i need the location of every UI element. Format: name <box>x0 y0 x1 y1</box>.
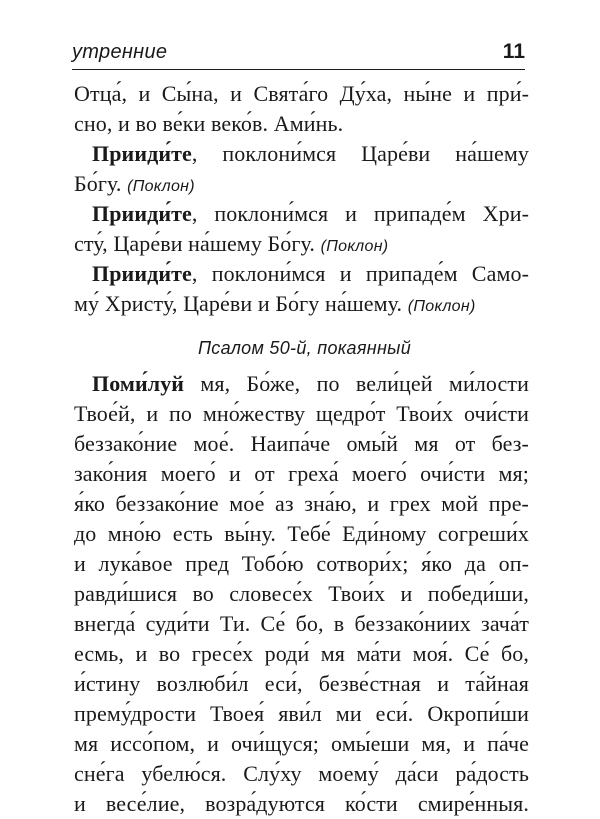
lead-word: Поми́луй <box>92 371 185 396</box>
text-line: сно, и во ве́ки веко́в. Ами́нь. <box>74 111 344 136</box>
text-line <box>74 229 529 259</box>
lead-word: Прииди́те <box>92 261 192 286</box>
text-line: зако́ния моего́ и от греха́ моего́ очи́сти мя; <box>74 461 529 486</box>
text-line: и́стину возлюби́л еси́, безве́стная и та́йная <box>74 671 529 696</box>
lead-word: Прииди́те <box>92 141 192 166</box>
text-line: равди́шися во словесе́х Твои́х и победи́ши, <box>74 581 529 606</box>
text-line: Твое́й, и по мно́жеству щедро́т Твои́х очи́сти <box>74 401 529 426</box>
text-line <box>74 169 529 199</box>
text-fragment: , поклони́мся Царе́ви на́шему <box>191 141 529 166</box>
doxology-paragraph <box>74 79 529 139</box>
text-line: и лука́вое пред Тобо́ю сотвори́х; я́ко да оп- <box>74 551 529 576</box>
prayer-paragraph <box>74 259 529 319</box>
page-number: 11 <box>502 40 525 63</box>
text-line <box>74 259 529 289</box>
rubric-bow: (Поклон) <box>320 238 389 255</box>
section-name: утренние <box>72 41 168 63</box>
text-fragment: , поклони́мся и припаде́м Само- <box>191 261 529 286</box>
text-line: и весе́лие, возра́дуются ко́сти смире́нныя. <box>74 791 529 816</box>
text-fragment: му́ Христу́, Царе́ви и Бо́гу на́шему. <box>74 291 403 316</box>
text-line: прему́дрости Твоея́ яви́л ми еси́. Окропи́ши <box>74 701 529 726</box>
text-line <box>74 139 529 169</box>
prayer-paragraph <box>74 139 529 199</box>
text-line: мя иссо́пом, и очи́щуся; омы́еши мя, и па́че <box>74 731 529 756</box>
lead-word: Прииди́те <box>92 201 192 226</box>
prayer-paragraph <box>74 199 529 259</box>
text-line: сне́га убелю́ся. Слу́ху моему́ да́си ра́дость <box>74 761 529 786</box>
text-line: Отца́, и Сы́на, и Свята́го Ду́ха, ны́не и при́- <box>74 81 529 106</box>
text-line <box>74 289 529 319</box>
text-fragment: Бо́гу. <box>74 171 122 196</box>
text-line: внегда́ суди́ти Ти. Се́ бо, в беззако́ниих зача́т <box>74 611 529 636</box>
rubric-bow: (Поклон) <box>127 178 195 195</box>
main-text <box>74 79 529 819</box>
text-fragment: мя, Бо́же, по вели́цей ми́лости <box>184 371 529 396</box>
rubric-bow: (Поклон) <box>407 298 476 315</box>
text-fragment: сту́, Царе́ви на́шему Бо́гу. <box>74 231 315 256</box>
psalm-paragraph <box>74 369 529 819</box>
text-fragment: , поклони́мся и припаде́м Хри- <box>191 201 529 226</box>
text-line: беззако́ние мое́. Наипа́че омы́й мя от без- <box>74 431 529 456</box>
text-line: я́ко беззако́ние мое́ аз зна́ю, и грех мой пре- <box>74 491 529 516</box>
text-line <box>74 199 529 229</box>
header-rule <box>72 69 525 70</box>
psalm-title: Псалом 50-й, покаянный <box>197 338 412 358</box>
text-line: есмь, и во гресе́х роди́ мя ма́ти моя́. Се́ бо, <box>74 641 529 666</box>
running-head <box>72 34 525 64</box>
text-line <box>74 369 529 399</box>
text-line: до мно́ю есть вы́ну. Тебе́ Еди́ному согреши́х <box>74 521 529 546</box>
